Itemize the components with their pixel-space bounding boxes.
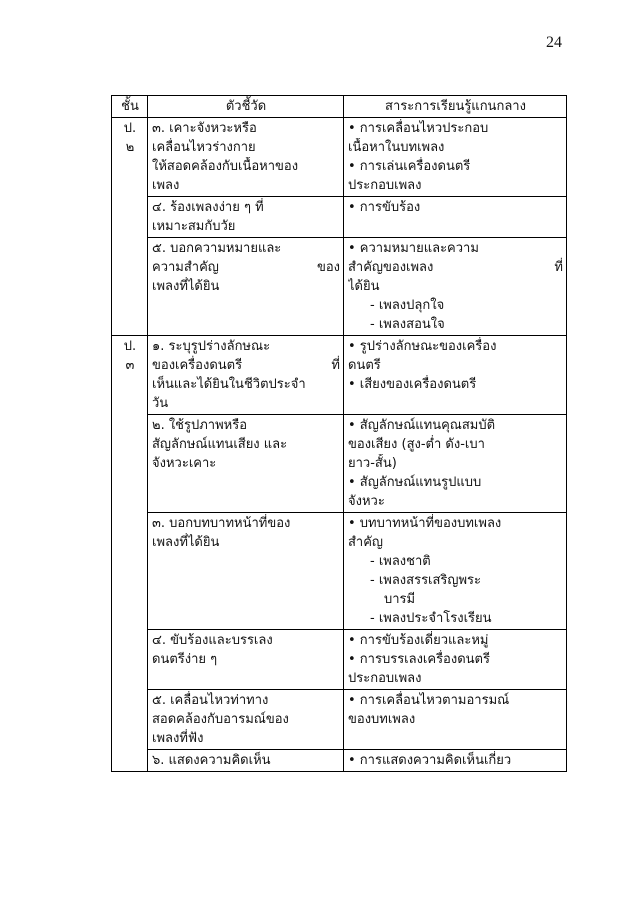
indicator-line: ๒. ใช้รูปภาพหรือ (152, 418, 248, 433)
content-line: เนื้อหาในบทเพลง (348, 140, 445, 155)
indicator-line: ๓. เคาะจังหวะหรือ (152, 121, 257, 136)
content-line: ประกอบเพลง (348, 178, 422, 193)
table-row (112, 513, 567, 630)
indicator-line: ๑. ระบุรูปร่างลักษณะ (152, 339, 271, 354)
content-line: ของเสียง (สูง-ต่ำ ดัง-เบา (348, 437, 485, 452)
indicator-line: ๓. บอกบทบาทหน้าที่ของ (152, 516, 291, 531)
content-line: • การบรรเลงเครื่องดนตรี (348, 652, 490, 667)
indicator-line: เคลื่อนไหวร่างกาย (152, 140, 256, 155)
indicator-line: ๔. ขับร้องและบรรเลง (152, 633, 273, 648)
content-line: ดนตรี (348, 358, 381, 373)
content-line: • สัญลักษณ์แทนคุณสมบัติ (348, 418, 496, 433)
indicator-line: ๕. บอกความหมายและ (152, 241, 282, 256)
header-indicator: ตัวชี้วัด (148, 96, 344, 118)
grade-number: ๒ (125, 140, 135, 155)
indicator-word: ที่ (331, 358, 340, 373)
table-row (112, 118, 567, 197)
content-subitem: - เพลงประจำโรงเรียน (370, 611, 492, 626)
grade-number: ๓ (125, 358, 135, 373)
content-line: • การเคลื่อนไหวตามอารมณ์ (348, 693, 510, 708)
table-row (112, 336, 567, 415)
content-line: • ความหมายและความ (348, 241, 479, 256)
table-row (112, 415, 567, 513)
indicator-word: ความสำคัญ (152, 260, 219, 275)
grade-level: ป. (123, 339, 137, 354)
content-line: • การขับร้อง (348, 200, 421, 215)
content-line: ของบทเพลง (348, 712, 416, 727)
indicator-line: เพลงที่ได้ยิน (152, 535, 220, 550)
indicator-line: สอดคล้องกับอารมณ์ของ (152, 712, 289, 727)
content-cell (344, 513, 567, 630)
content-cell (344, 118, 567, 197)
content-line: • การขับร้องเดี่ยวและหมู่ (348, 633, 489, 648)
content-cell (344, 415, 567, 513)
header-core-content: สาระการเรียนรู้แกนกลาง (344, 96, 567, 118)
content-line: ประกอบเพลง (348, 671, 422, 686)
indicator-justified-line (152, 356, 340, 375)
indicator-cell (148, 336, 344, 415)
indicator-cell (148, 415, 344, 513)
table-row (112, 630, 567, 690)
content-word: สำคัญของเพลง (348, 260, 434, 275)
indicator-line: สัญลักษณ์แทนเสียง และ (152, 437, 288, 452)
indicator-cell (148, 197, 344, 238)
content-line: ยาว-สั้น) (348, 456, 397, 471)
table-row (112, 238, 567, 336)
indicator-line: ให้สอดคล้องกับเนื้อหาของ (152, 159, 299, 174)
content-cell (344, 750, 567, 772)
content-cell (344, 238, 567, 336)
indicator-line: เพลง (152, 178, 180, 193)
curriculum-table (111, 95, 567, 772)
content-subitem-cont: บารมี (384, 592, 416, 607)
indicator-line: ๕. เคลื่อนไหวท่าทาง (152, 693, 269, 708)
page-number: 24 (546, 34, 562, 51)
content-subitem: - เพลงชาติ (370, 554, 431, 569)
grade-level: ป. (123, 121, 137, 136)
content-cell (344, 630, 567, 690)
indicator-cell (148, 513, 344, 630)
indicator-cell (148, 630, 344, 690)
indicator-line: เพลงที่ได้ยิน (152, 279, 220, 294)
indicator-cell (148, 690, 344, 750)
indicator-justified-line (152, 258, 340, 277)
content-cell (344, 690, 567, 750)
indicator-cell (148, 118, 344, 197)
content-word: ที่ (554, 260, 563, 275)
content-line: • บทบาทหน้าที่ของบทเพลง (348, 516, 502, 531)
content-line: • การเล่นเครื่องดนตรี (348, 159, 471, 174)
table-row (112, 690, 567, 750)
indicator-line: ดนตรีง่าย ๆ (152, 652, 218, 667)
content-line: ได้ยิน (348, 279, 380, 294)
grade-cell (112, 118, 148, 336)
grade-cell (112, 336, 148, 772)
content-cell (344, 197, 567, 238)
indicator-line: ๖. แสดงความคิดเห็น (152, 753, 271, 768)
indicator-cell (148, 238, 344, 336)
indicator-word: ของเครื่องดนตรี (152, 358, 243, 373)
indicator-line: เหมาะสมกับวัย (152, 219, 236, 234)
table-row (112, 197, 567, 238)
header-grade: ชั้น (112, 96, 148, 118)
indicator-line: จังหวะเคาะ (152, 456, 217, 471)
indicator-word: ของ (316, 260, 340, 275)
indicator-line: เพลงที่ฟัง (152, 731, 204, 746)
content-line: • เสียงของเครื่องดนตรี (348, 377, 477, 392)
content-line: • การแสดงความคิดเห็นเกี่ยว (348, 753, 512, 768)
content-line: • สัญลักษณ์แทนรูปแบบ (348, 475, 482, 490)
content-subitem: - เพลงสรรเสริญพระ (370, 573, 482, 588)
content-cell (344, 336, 567, 415)
content-line: • รูปร่างลักษณะของเครื่อง (348, 339, 497, 354)
indicator-line: วัน (152, 396, 169, 411)
table-row (112, 750, 567, 772)
header-row (112, 96, 567, 118)
content-justified-line (348, 258, 563, 277)
indicator-cell (148, 750, 344, 772)
content-subitem: - เพลงสอนใจ (370, 317, 445, 332)
content-subitem: - เพลงปลุกใจ (370, 298, 445, 313)
content-line: จังหวะ (348, 494, 385, 509)
indicator-line: เห็นและได้ยินในชีวิตประจำ (152, 377, 306, 392)
indicator-line: ๔. ร้องเพลงง่าย ๆ ที่ (152, 200, 264, 215)
content-line: • การเคลื่อนไหวประกอบ (348, 121, 489, 136)
content-line: สำคัญ (348, 535, 384, 550)
